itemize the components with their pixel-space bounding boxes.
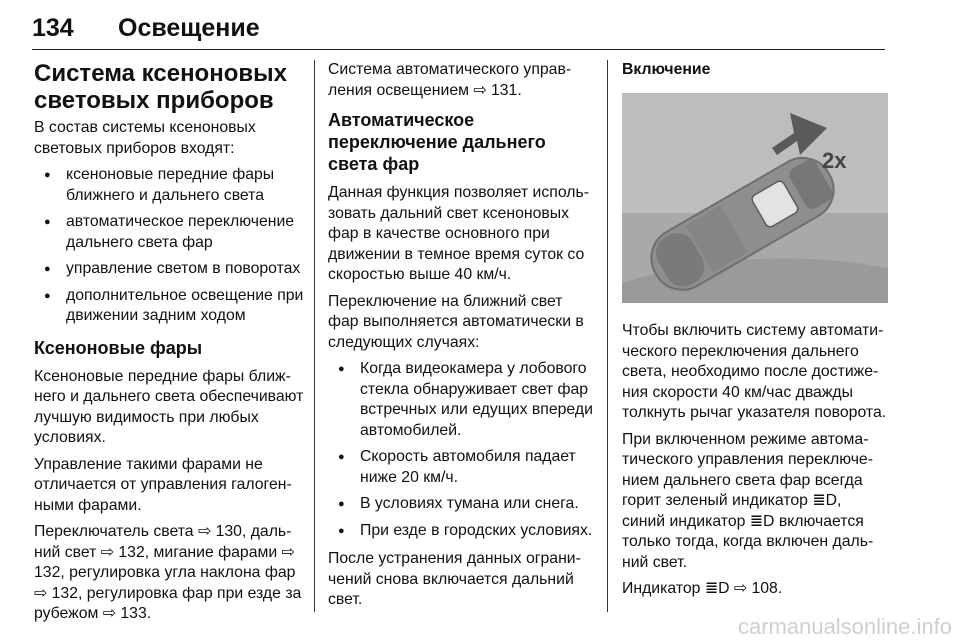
list-item: ● ксеноновые передние фары ближнего и дальнего света: [34, 165, 306, 206]
page-number: 134: [32, 14, 74, 42]
list-item: ● В условиях тумана или снега.: [328, 494, 594, 515]
page-header: [32, 14, 885, 50]
column-2: [328, 60, 594, 617]
paragraph: Переключение на ближний свет фар выполняется автоматически в следующих случаях:: [328, 292, 584, 351]
page-title: Освещение: [118, 14, 260, 42]
paragraph-reference: Индикатор ≣D ⇨ 108.: [622, 580, 783, 597]
list-item: ● управление светом в поворотах: [34, 259, 306, 280]
header-divider: [32, 49, 885, 50]
paragraph: Чтобы включить систему автоматического переключения дальнего света, необходимо после достижения скорости 40 км/час дважды толкнуть рычаг указателя поворота.: [622, 322, 887, 421]
column-divider: [607, 60, 608, 612]
paragraph-intro: В состав системы ксеноновых световых приборов входят:: [34, 119, 256, 157]
paragraph: Ксеноновые передние фары ближнего и дальнего света обеспечивают лучшую видимость при любых условиях.: [34, 367, 304, 446]
list-item: ● Скорость автомобиля падает ниже 20 км/ч.: [328, 447, 594, 488]
paragraph: Данная функция позволяет использовать дальний свет ксеноновых фар в качестве основного при движении в темное время суток со скоростью выше 40 км/ч.: [328, 184, 589, 283]
column-divider: [314, 60, 315, 612]
paragraph-reference: Система автоматического управления освещением ⇨ 131.: [328, 61, 572, 99]
bullet-list-components: [34, 165, 306, 327]
paragraph: После устранения данных ограничений снова включается дальний свет.: [328, 550, 581, 608]
figure-label-2x: 2x: [822, 147, 847, 173]
column-3: [622, 60, 888, 606]
watermark: carmanualsonline.info: [737, 614, 952, 639]
section-title-xenon-system: Система ксеноновых световых приборов: [34, 60, 287, 114]
turn-signal-lever-illustration: [622, 93, 888, 303]
list-item: ● автоматическое переключение дальнего света фар: [34, 212, 306, 253]
paragraph-references: Переключатель света ⇨ 130, дальний свет ⇨ 132, мигание фарами ⇨ 132, регулировка угла наклона фар ⇨ 132, регулировка фар при езде за рубежом ⇨ 133.: [34, 523, 302, 622]
bullet-list-conditions: [328, 359, 594, 541]
list-item: ● Когда видеокамера у лобового стекла обнаруживает свет фар встречных или едущих впереди автомобилей.: [328, 359, 594, 441]
paragraph: При включенном режиме автоматического управления переключением дальнего света фар всегда горит зеленый индикатор ≣D, синий индикатор ≣D включается только тогда, когда включен дальний свет.: [622, 430, 874, 571]
column-1: [34, 60, 306, 631]
list-item: ● При езде в городских условиях.: [328, 521, 594, 542]
paragraph: Управление такими фарами не отличается от управления галогенными фарами.: [34, 455, 292, 514]
subsection-title-auto-high-beam: Автоматическое переключение дальнего света фар: [328, 110, 546, 174]
list-item: ● дополнительное освещение при движении задним ходом: [34, 286, 306, 327]
subsection-title-activation: Включение: [622, 61, 711, 78]
subsection-title-xenon-headlights: Ксеноновые фары: [34, 337, 203, 358]
